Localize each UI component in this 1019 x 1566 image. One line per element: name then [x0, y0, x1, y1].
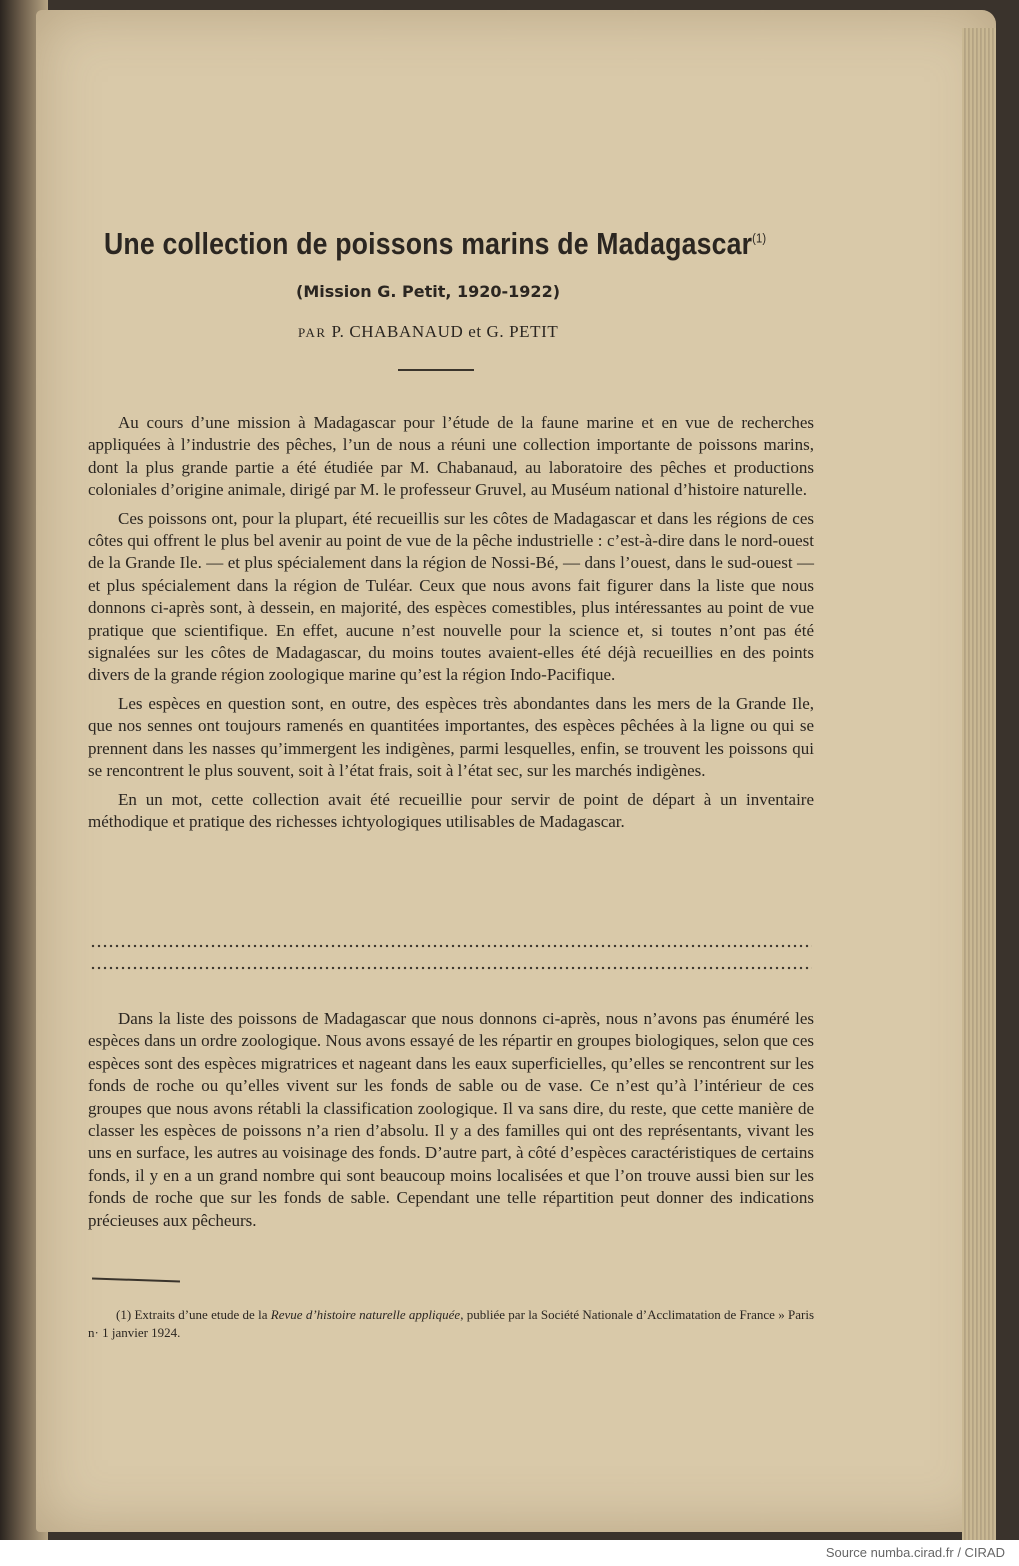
page-edges: [962, 28, 996, 1540]
footnote: [88, 1306, 814, 1342]
byline: [298, 322, 558, 342]
source-credit: Source numba.cirad.fr / CIRAD: [825, 1545, 1005, 1560]
footnote-journal: Revue d’histoire naturelle appliquée: [270, 1307, 461, 1322]
article-title-text: Une collection de poissons marins de Madagascar: [104, 226, 753, 261]
dotted-break-line: [90, 944, 812, 948]
article-title: [104, 226, 767, 262]
dotted-break-line: [90, 966, 812, 970]
footnote-marker: (1): [116, 1307, 132, 1322]
article-body-continued: [88, 1008, 814, 1232]
footnote-text-after: , publiée par la Société Nationale d’Acclimatation de France » Paris n· 1 janvier 1924.: [88, 1307, 815, 1340]
byline-prefix: PAR: [298, 325, 327, 340]
paragraph: Dans la liste des poissons de Madagascar que nous donnons ci-après, nous n’avons pas énuméré les espèces dans un ordre zoologique. Nous avons essayé de les répartir en groupes biologiques, selon que ces espèces sont des espèces migratrices et nageant dans les eaux superficielles, qu’elles se rencontrent sur les fonds de roche ou qu’elles vivent sur les fonds de sable ou de vase. Ce n’est qu’à l’intérieur de ces groupes que nous avons rétabli la classification zoologique. Il va sans dire, du reste, que cette manière de classer les espèces de poissons n’a rien d’absolu. Il y a des familles qui ont des représentants, vivant les uns en surface, les autres au voisinage des fonds. D’autre part, à côté d’espèces caractéristiques de certains fonds, il y en a un grand nombre qui sont beaucoup moins localisées et que l’on trouve aussi bien sur les fonds de roche que sur les fonds de sable. Cependant une telle répartition peut donner des indications précieuses aux pêcheurs.: [88, 1009, 814, 1230]
byline-authors: P. CHABANAUD et G. PETIT: [331, 322, 559, 341]
paragraph: Au cours d’une mission à Madagascar pour l’étude de la faune marine et en vue de recherches appliquées à l’industrie des pêches, l’un de nous a réuni une collection importante de poissons marins, dont la plus grande partie a été étudiée par M. Chabanaud, au laboratoire des pêches et productions coloniales d’origine animale, dirigé par M. le professeur Gruvel, au Muséum national d’histoire naturelle.: [88, 413, 814, 500]
title-note-marker: (1): [752, 230, 767, 246]
paragraph: Les espèces en question sont, en outre, des espèces très abondantes dans les mers de la Grande Ile, que nos sennes ont toujours ramenés en quantitées importantes, des espèces pêchées à la ligne ou qui se prennent dans les nasses qu’immergent les indigènes, parmi lesquelles, enfin, se trouvent les poissons qui se rencontrent le plus souvent, soit à l’état frais, soit à l’état sec, sur les marchés indigènes.: [88, 693, 814, 781]
title-rule: [398, 369, 474, 371]
paragraph: En un mot, cette collection avait été recueillie pour servir de point de départ à un inventaire méthodique et pratique des richesses ichtyologiques utilisables de Madagascar.: [88, 789, 814, 831]
paragraph: Ces poissons ont, pour la plupart, été recueillis sur les côtes de Madagascar et dans les régions de ces côtes qui offrent le plus bel avenir au point de vue de la pêche industrielle : c’est-à-dire dans le nord-ouest de la Grande Ile. — et plus spécialement dans la région de Nossi-Bé, — dans l’ouest, dans le sud-ouest — et plus spécialement dans la région de Tuléar. Ceux que nous avons fait figurer dans la liste que nous donnons ci-après sont, à dessein, en majorité, des espèces comestibles, plus intéressantes au point de vue pratique que scientifique. En effet, aucune n’est nouvelle pour la science et, si toutes n’ont pas été signalées sur les côtes de Madagascar, du moins toutes avaient-elles été déjà recueillies en des points divers de la grande région zoologique marine qu’est la région Indo-Pacifique.: [88, 508, 814, 685]
article-subtitle: (Mission G. Petit, 1920-1922): [296, 282, 561, 301]
footnote-text-before: Extraits d’une etude de la: [134, 1307, 268, 1322]
article-body: [88, 412, 814, 839]
